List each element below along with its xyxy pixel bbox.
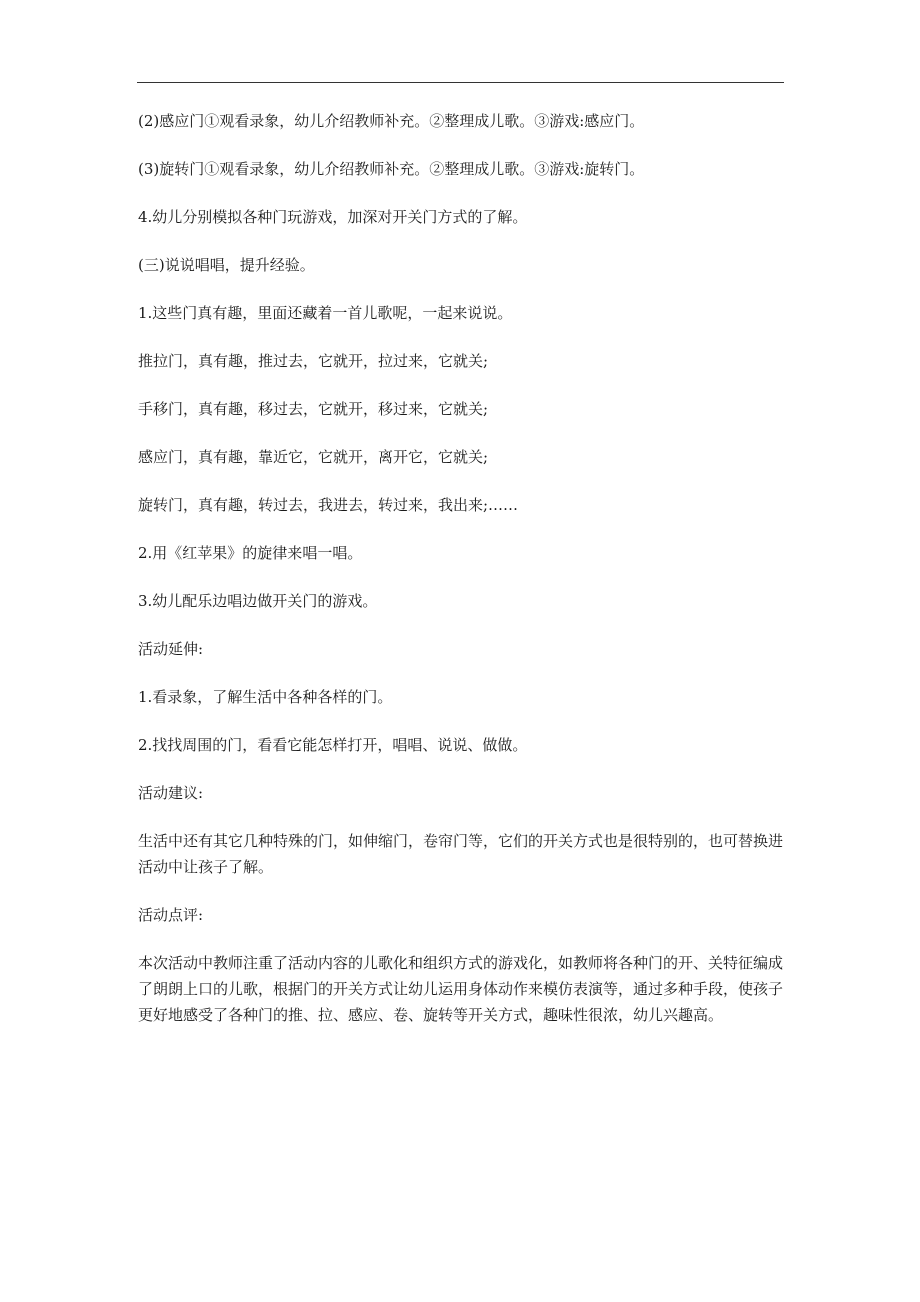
rhyme-line-3: 感应门，真有趣，靠近它，它就开，离开它，它就关; bbox=[138, 448, 489, 466]
header-rule bbox=[137, 82, 784, 83]
section-heading-3: (三)说说唱唱，提升经验。 bbox=[138, 256, 315, 274]
extension-item-1: 1.看录象，了解生活中各种各样的门。 bbox=[138, 688, 393, 706]
extension-item-2: 2.找找周围的门，看看它能怎样打开，唱唱、说说、做做。 bbox=[138, 736, 528, 754]
paragraph-sing: 2.用《红苹果》的旋律来唱一唱。 bbox=[138, 544, 363, 562]
heading-review: 活动点评: bbox=[138, 906, 204, 924]
paragraph-review: 本次活动中教师注重了活动内容的儿歌化和组织方式的游戏化，如教师将各种门的开、关特征编成了朗朗上口的儿歌，根据门的开关方式让幼儿运用身体动作来模仿表演等，通过多种手段，使孩子更好地感受了各种门的推、拉、感应、卷、旋转等开关方式，趣味性很浓，幼儿兴趣高。 bbox=[138, 954, 784, 1024]
paragraph-suggestion: 生活中还有其它几种特殊的门，如伸缩门，卷帘门等，它们的开关方式也是很特别的，也可替换进活动中让孩子了解。 bbox=[138, 832, 784, 876]
paragraph-step-4: 4.幼儿分别模拟各种门玩游戏，加深对开关门方式的了解。 bbox=[138, 208, 528, 226]
paragraph-sensor-door: (2)感应门①观看录象，幼儿介绍教师补充。②整理成儿歌。③游戏:感应门。 bbox=[138, 112, 645, 130]
rhyme-line-2: 手移门，真有趣，移过去，它就开，移过来，它就关; bbox=[138, 400, 489, 418]
rhyme-line-1: 推拉门，真有趣，推过去，它就开，拉过来，它就关; bbox=[138, 352, 489, 370]
paragraph-revolving-door: (3)旋转门①观看录象，幼儿介绍教师补充。②整理成儿歌。③游戏:旋转门。 bbox=[138, 160, 645, 178]
paragraph-music-game: 3.幼儿配乐边唱边做开关门的游戏。 bbox=[138, 592, 378, 610]
heading-suggestion: 活动建议: bbox=[138, 784, 204, 802]
document-body bbox=[138, 108, 786, 1050]
heading-extension: 活动延伸: bbox=[138, 640, 204, 658]
rhyme-line-4: 旋转门，真有趣，转过去，我进去，转过来，我出来;…… bbox=[138, 496, 519, 514]
paragraph-rhyme-intro: 1.这些门真有趣，里面还藏着一首儿歌呢，一起来说说。 bbox=[138, 304, 513, 322]
